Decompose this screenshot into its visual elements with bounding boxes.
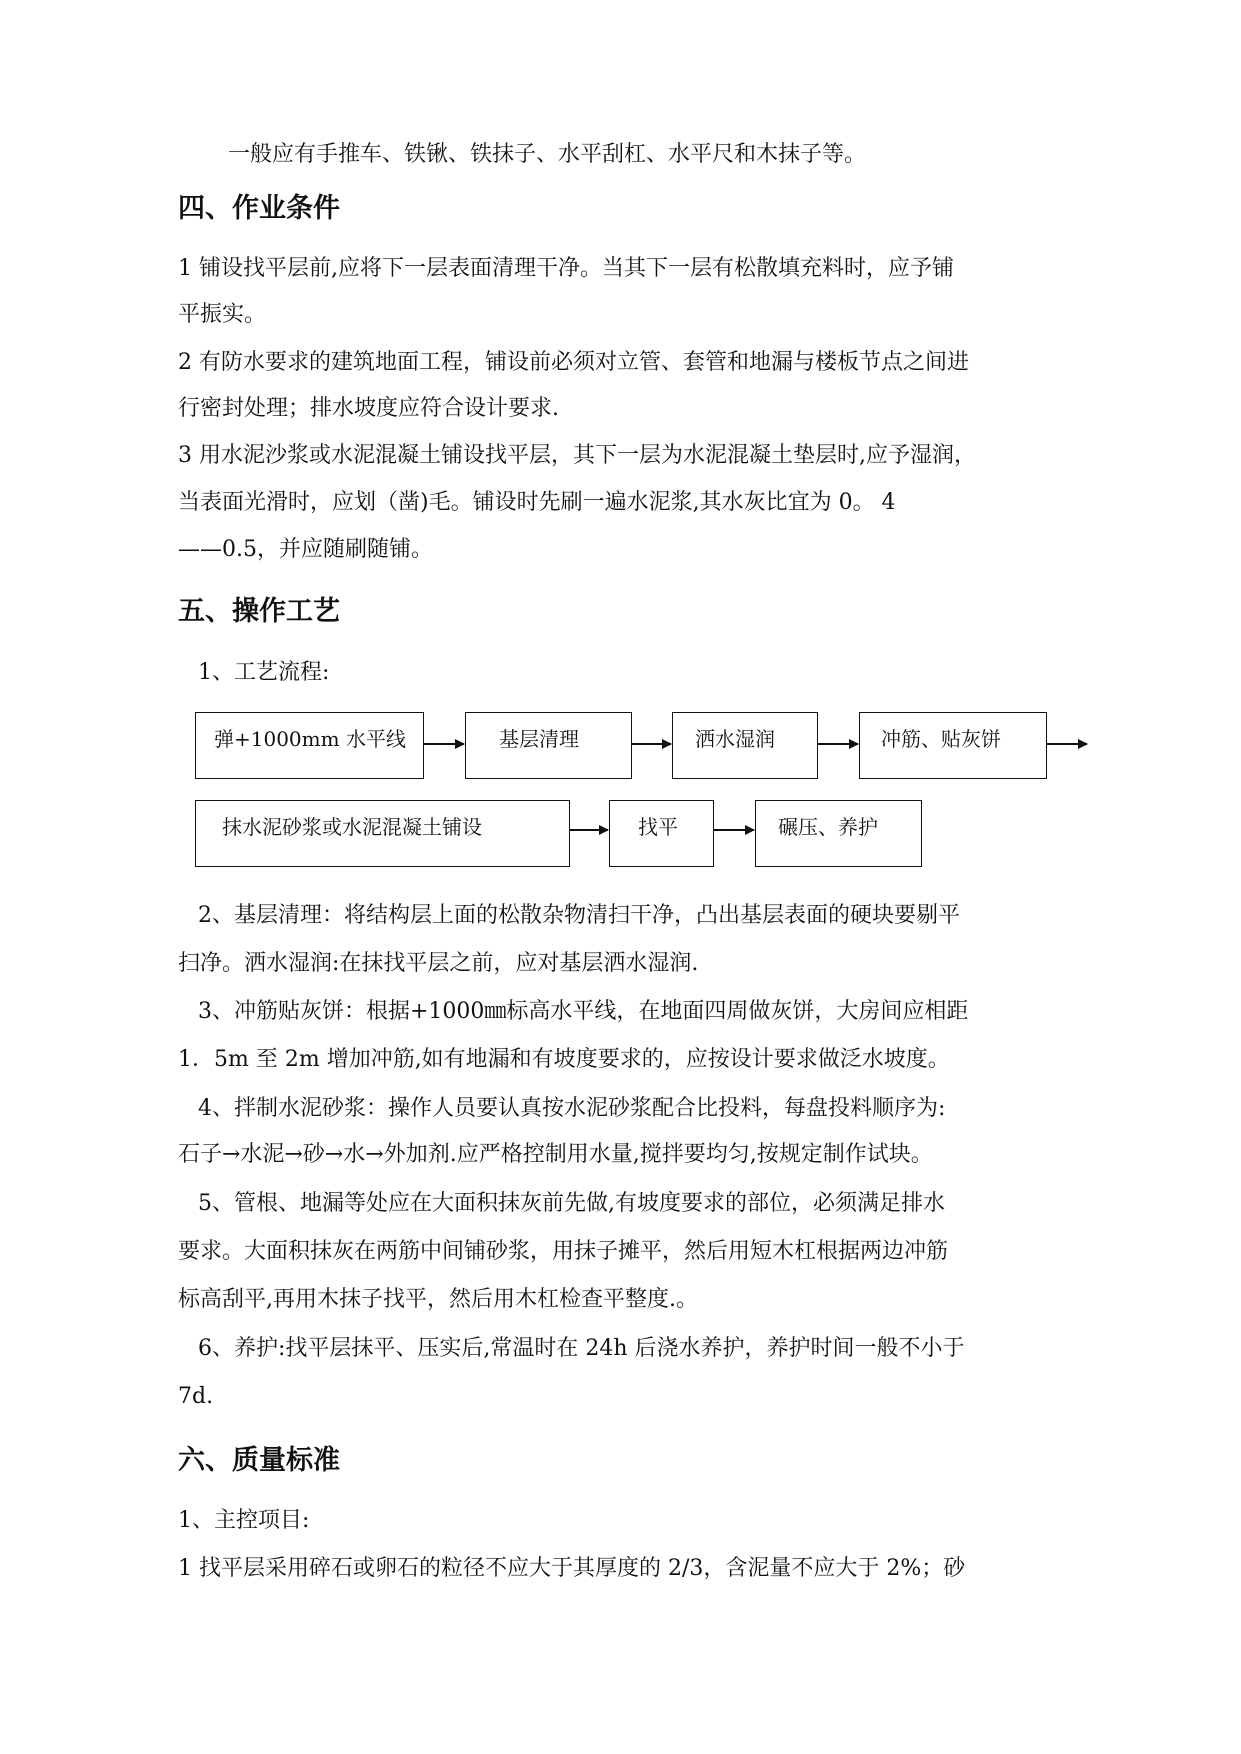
- step-4-line-2: 石子→水泥→砂→水→外加剂.应严格控制用水量,搅拌要均匀,按规定制作试块。: [178, 1142, 933, 1167]
- step-3-line-1: 3、冲筋贴灰饼：根据+1000㎜标高水平线，在地面四周做灰饼，大房间应相距: [198, 999, 969, 1024]
- tools-line: 一般应有手推车、铁锹、铁抹子、水平刮杠、水平尺和木抹子等。: [228, 142, 867, 167]
- condition-3-line-3: ——0.5，并应随刷随铺。: [178, 537, 433, 562]
- step-5-line-2: 要求。大面积抹灰在两筋中间铺砂浆，用抹子摊平，然后用短木杠根据两边冲筋: [178, 1239, 949, 1264]
- condition-1-line-2: 平振实。: [178, 302, 267, 327]
- process-flow-label: 1、工艺流程:: [198, 660, 330, 685]
- main-control-items-label: 1、主控项目:: [178, 1508, 310, 1533]
- flow-box-wetting: 洒水湿润: [672, 712, 818, 779]
- flow-box-screed-marks: 冲筋、贴灰饼: [859, 712, 1047, 779]
- step-6-line-1: 6、养护:找平层抹平、压实后,常温时在 24h 后浇水养护，养护时间一般不小于: [198, 1336, 965, 1361]
- section-5-heading: 五、操作工艺: [178, 596, 340, 627]
- step-3-line-2: 1．5m 至 2m 增加冲筋,如有地漏和有坡度要求的，应按设计要求做泛水坡度。: [178, 1047, 950, 1072]
- flow-box-mortar-laying: 抹水泥砂浆或水泥混凝土铺设: [195, 800, 570, 867]
- main-control-item-1: 1 找平层采用碎石或卵石的粒径不应大于其厚度的 2/3，含泥量不应大于 2%；砂: [178, 1556, 966, 1581]
- step-2-line-2: 扫净。洒水湿润:在抹找平层之前，应对基层洒水湿润.: [178, 951, 699, 976]
- step-5-line-3: 标高刮平,再用木抹子找平，然后用木杠检查平整度.。: [178, 1287, 698, 1312]
- step-5-line-1: 5、管根、地漏等处应在大面积抹灰前先做,有坡度要求的部位，必须满足排水: [198, 1191, 945, 1216]
- step-6-line-2: 7d.: [178, 1384, 214, 1409]
- flow-box-level-line: 弹+1000mm 水平线: [195, 712, 424, 779]
- section-4-heading: 四、作业条件: [178, 193, 340, 224]
- step-4-line-1: 4、拌制水泥砂浆：操作人员要认真按水泥砂浆配合比投料，每盘投料顺序为:: [198, 1096, 946, 1121]
- condition-2-line-1: 2 有防水要求的建筑地面工程，铺设前必须对立管、套管和地漏与楼板节点之间进: [178, 350, 969, 375]
- condition-2-line-2: 行密封处理；排水坡度应符合设计要求.: [178, 396, 559, 421]
- condition-3-line-1: 3 用水泥沙浆或水泥混凝土铺设找平层，其下一层为水泥混凝土垫层时,应予湿润，: [178, 443, 976, 468]
- flow-box-leveling: 找平: [609, 800, 714, 867]
- condition-1-line-1: 1 铺设找平层前,应将下一层表面清理干净。当其下一层有松散填充料时，应予铺: [178, 256, 954, 281]
- condition-3-line-2: 当表面光滑时，应划（凿)毛。铺设时先刷一遍水泥浆,其水灰比宜为 0。 4: [178, 490, 896, 515]
- step-2-line-1: 2、基层清理：将结构层上面的松散杂物清扫干净，凸出基层表面的硬块要剔平: [198, 903, 960, 928]
- flow-box-base-cleaning: 基层清理: [465, 712, 632, 779]
- flow-box-rolling-curing: 碾压、养护: [755, 800, 922, 867]
- section-6-heading: 六、质量标准: [178, 1445, 340, 1476]
